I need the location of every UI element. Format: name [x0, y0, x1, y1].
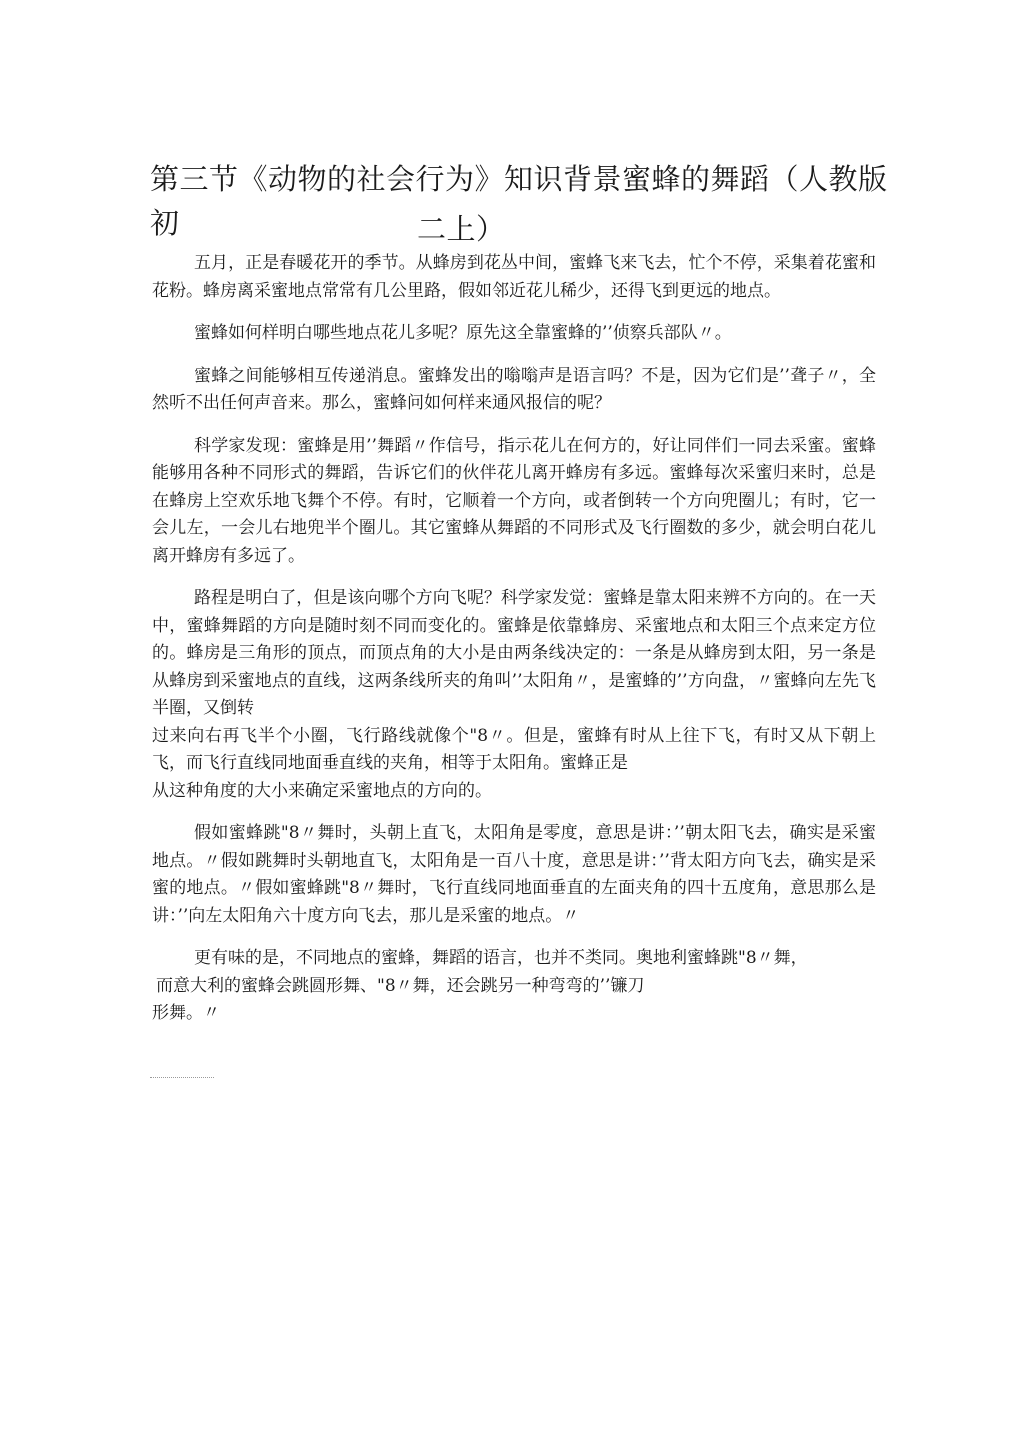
paragraph-direction: 路程是明白了，但是该向哪个方向飞呢？科学家发觉：蜜蜂是靠太阳来辨不方向的。在一天中，蜜蜂舞蹈的方向是随时刻不同而变化的。蜜蜂是依靠蜂房、采蜜地点和太阳三个点来定方位的。蜂房是三角形的顶点，而顶点角的大小是由两条线决定的：一条是从蜂房到太阳，另一条是从蜂房到采蜜地点的直线，这两条线所夹的角叫’’太阳角〃，是蜜蜂的’’方向盘，〃蜜蜂向左先飞半圈，又倒转: [152, 588, 876, 718]
paragraph-may-season: 五月，正是春暖花开的季节。从蜂房到花丛中间，蜜蜂飞来飞去，忙个不停，采集着花蜜和花粉。蜂房离采蜜地点常常有几公里路，假如邻近花儿稀少，还得飞到更远的地点。: [152, 253, 876, 301]
document-body: [152, 250, 876, 1043]
paragraph-figure-eight: 假如蜜蜂跳"8〃舞时，头朝上直飞，太阳角是零度，意思是讲：’’朝太阳飞去，确实是采蜜地点。〃假如跳舞时头朝地直飞，太阳角是一百八十度，意思是讲：’’背太阳方向飞去，确实是采蜜的地点。〃假如蜜蜂跳"8〃舞时，飞行直线同地面垂直的左面夹角的四十五度角，意思那么是讲：’’向左太阳角六十度方向飞去，那儿是采蜜的地点。〃: [152, 823, 876, 926]
paragraph-scouts: 蜜蜂如何样明白哪些地点花儿多呢？原先这全靠蜜蜂的’’侦察兵部队〃。: [194, 323, 732, 343]
paragraph-dance-signal: 科学家发现：蜜蜂是用’’舞蹈〃作信号，指示花儿在何方的，好让同伴们一同去采蜜。蜜蜂能够用各种不同形式的舞蹈，告诉它们的伙伴花儿离开蜂房有多远。蜜蜂每次采蜜归来时，总是在蜂房上空欢乐地飞舞个不停。有时，它顺着一个方向，或者倒转一个方向兜圈儿；有时，它一会儿左，一会儿右地兜半个圈儿。其它蜜蜂从舞蹈的不同形式及飞行圈数的多少，就会明白花儿离开蜂房有多远了。: [152, 435, 876, 566]
paragraph-regional-dances: 更有味的是，不同地点的蜜蜂，舞蹈的语言，也并不类同。奥地利蜜蜂跳"8〃舞，: [194, 948, 808, 968]
title-line-1: 第三节《动物的社会行为》知识背景蜜蜂的舞蹈（人教版初: [150, 162, 888, 241]
paragraph-direction-end: 从这种角度的大小来确定采蜜地点的方向的。: [152, 780, 492, 801]
document-title: [150, 157, 890, 245]
paragraph-regional-dances-end: 形舞。〃: [152, 1003, 220, 1023]
paragraph-regional-dances-cont: 而意大利的蜜蜂会跳圆形舞、"8〃舞，还会跳另一种弯弯的’’镰刀: [156, 975, 645, 996]
paragraph-direction-cont: 过来向右再飞半个小圈，飞行路线就像个"8〃。但是，蜜蜂有时从上往下飞，有时又从下朝上飞，而飞行直线同地面垂直线的夹角，相等于太阳角。蜜蜂正是: [152, 725, 876, 773]
title-line-2: 二上）: [417, 212, 506, 247]
paragraph-communication: 蜜蜂之间能够相互传递消息。蜜蜂发出的嗡嗡声是语言吗？不是，因为它们是’’聋子〃，全然听不出任何声音来。那么，蜜蜂问如何样来通风报信的呢？: [152, 365, 876, 413]
footnote-rule: [150, 1077, 214, 1078]
